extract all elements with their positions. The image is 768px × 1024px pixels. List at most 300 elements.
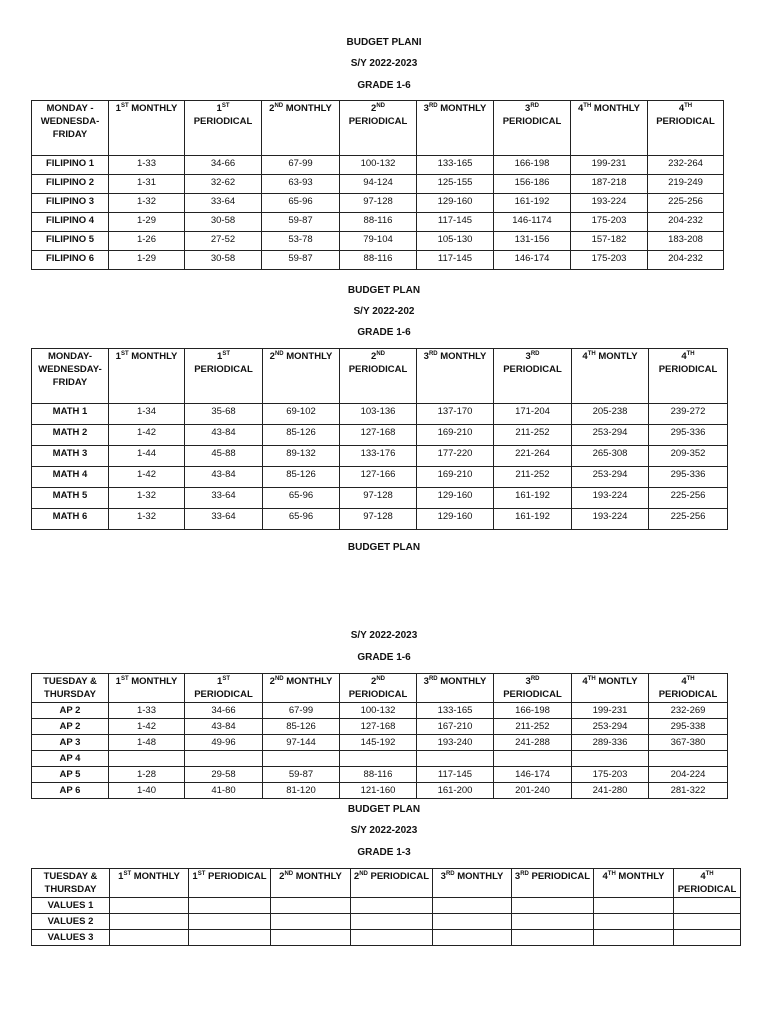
range-cell: 221-264	[494, 446, 572, 467]
column-header-number: 2	[371, 351, 377, 362]
column-header	[185, 101, 262, 156]
range-cell: 1-33	[109, 156, 185, 175]
range-cell: 117-145	[417, 213, 494, 232]
range-cell: 127-166	[340, 467, 417, 488]
table-row	[32, 194, 724, 213]
table-row	[32, 898, 741, 914]
column-header-label: PERIODICAL	[503, 364, 562, 375]
column-header-number: 3	[423, 676, 429, 687]
column-header	[494, 349, 572, 404]
column-header-label: PERIODICAL	[348, 364, 408, 375]
range-cell: 156-186	[494, 175, 571, 194]
range-cell: 69-102	[263, 404, 340, 425]
column-header-label: PERIODICAL	[528, 871, 591, 882]
subject-cell: MATH 1	[32, 404, 109, 425]
range-cell: 161-192	[494, 488, 572, 509]
range-cell: 225-256	[649, 488, 728, 509]
range-cell: 49-96	[185, 735, 263, 751]
range-cell	[572, 751, 649, 767]
column-header-label: PERIODICAL	[348, 116, 408, 127]
range-cell: 1-29	[109, 251, 185, 270]
range-cell: 97-128	[340, 509, 417, 530]
range-cell: 1-40	[109, 783, 185, 799]
range-cell: 166-198	[494, 156, 571, 175]
column-header-number: 4	[681, 351, 687, 362]
range-cell: 53-78	[262, 232, 340, 251]
range-cell	[340, 751, 417, 767]
table-row	[32, 175, 724, 194]
range-cell	[109, 751, 185, 767]
column-header-ordinal: ST	[222, 675, 230, 682]
column-header-number: 4	[678, 103, 685, 114]
column-header-number: 2	[353, 871, 360, 882]
range-cell: 67-99	[263, 703, 340, 719]
range-cell	[271, 898, 351, 914]
column-header-label: MONTHLY	[128, 103, 178, 114]
column-header	[417, 674, 494, 703]
column-header-label: MONTLY	[595, 676, 638, 687]
column-header-number: 1	[217, 676, 223, 687]
range-cell	[263, 751, 340, 767]
table-row	[32, 783, 728, 799]
range-cell: 1-31	[109, 175, 185, 194]
column-header-number: 3	[440, 871, 446, 882]
column-header-number: 4	[700, 871, 706, 882]
column-header	[571, 101, 648, 156]
column-header-number: 2	[371, 103, 377, 114]
range-cell: 169-210	[417, 467, 494, 488]
column-header	[512, 869, 594, 898]
column-header	[417, 101, 494, 156]
column-header-number: 3	[525, 103, 531, 114]
column-header	[263, 674, 340, 703]
range-cell: 169-210	[417, 425, 494, 446]
column-header-label: PERIODICAL	[658, 364, 718, 375]
range-cell: 133-165	[417, 703, 494, 719]
range-cell: 295-336	[649, 467, 728, 488]
range-cell: 117-145	[417, 251, 494, 270]
range-cell: 45-88	[185, 446, 263, 467]
range-cell: 239-272	[649, 404, 728, 425]
range-cell	[512, 914, 594, 930]
column-header-ordinal: ST	[123, 870, 132, 877]
range-cell	[351, 914, 433, 930]
range-cell: 103-136	[340, 404, 417, 425]
range-cell	[110, 930, 189, 946]
column-header	[351, 869, 433, 898]
range-cell: 79-104	[340, 232, 417, 251]
column-header-number: 4	[577, 103, 584, 114]
column-header-number: 3	[423, 103, 429, 114]
column-header	[185, 674, 263, 703]
column-header-ordinal: TH	[587, 675, 596, 682]
column-header-number: 2	[371, 676, 377, 687]
range-cell: 89-132	[263, 446, 340, 467]
column-header-label: MONTLY	[595, 351, 638, 362]
column-header	[649, 674, 728, 703]
range-cell: 100-132	[340, 156, 417, 175]
range-cell: 127-168	[340, 425, 417, 446]
range-cell	[674, 914, 741, 930]
range-cell	[512, 898, 594, 914]
range-cell: 30-58	[185, 213, 262, 232]
range-cell: 1-32	[109, 194, 185, 213]
column-header-number: 2	[279, 871, 285, 882]
column-header-number: 2	[269, 351, 275, 362]
column-header-label: MONTHLY	[283, 351, 333, 362]
range-cell: 63-93	[262, 175, 340, 194]
subject-cell: MATH 3	[32, 446, 109, 467]
column-header	[674, 869, 741, 898]
column-header	[109, 674, 185, 703]
range-cell	[351, 898, 433, 914]
subject-cell: VALUES 2	[32, 914, 110, 930]
range-cell: 65-96	[263, 509, 340, 530]
range-cell: 33-64	[185, 488, 263, 509]
range-cell: 117-145	[417, 767, 494, 783]
range-cell: 193-224	[572, 488, 649, 509]
range-cell: 175-203	[571, 213, 648, 232]
subject-cell: AP 5	[32, 767, 109, 783]
column-header-ordinal: TH	[684, 102, 693, 109]
column-header-number: TUESDAY & THURSDAY	[43, 676, 97, 700]
range-cell: 204-224	[649, 767, 728, 783]
range-cell: 30-58	[185, 251, 262, 270]
column-header	[494, 674, 572, 703]
column-header-ordinal: RD	[428, 675, 438, 682]
column-header-label: PERIODICAL	[193, 116, 253, 127]
range-cell	[185, 751, 263, 767]
column-header-label: PERIODICAL	[677, 884, 737, 895]
range-cell: 219-249	[648, 175, 724, 194]
range-cell: 253-294	[572, 719, 649, 735]
subject-cell: FILIPINO 3	[32, 194, 109, 213]
range-cell: 199-231	[572, 703, 649, 719]
section4-school-year: S/Y 2022-2023	[350, 825, 418, 836]
column-header	[572, 349, 649, 404]
table-row	[32, 232, 724, 251]
column-header-number: MONDAY-WEDNESDAY-FRIDAY	[38, 351, 102, 388]
column-header-ordinal: RD	[445, 870, 455, 877]
range-cell: 85-126	[263, 467, 340, 488]
column-header-number: 4	[602, 871, 608, 882]
range-cell: 1-34	[109, 404, 185, 425]
column-header-ordinal: RD	[428, 350, 438, 357]
range-cell: 129-160	[417, 509, 494, 530]
subject-cell: FILIPINO 4	[32, 213, 109, 232]
column-header-number: 3	[525, 676, 531, 687]
column-header	[271, 869, 351, 898]
range-cell: 1-42	[109, 425, 185, 446]
column-header-number: 1	[192, 871, 198, 882]
subject-cell: MATH 2	[32, 425, 109, 446]
column-header-ordinal: ND	[274, 675, 284, 682]
column-header-ordinal: TH	[686, 675, 695, 682]
column-header-label: PERIODICAL	[194, 689, 253, 700]
range-cell	[649, 751, 728, 767]
table-row	[32, 488, 728, 509]
column-header-number: 4	[582, 676, 588, 687]
table-row	[32, 914, 741, 930]
column-header-number: TUESDAY & THURSDAY	[43, 871, 98, 895]
table-row	[32, 751, 728, 767]
subject-cell: FILIPINO 1	[32, 156, 109, 175]
range-cell: 88-116	[340, 213, 417, 232]
range-cell: 85-126	[263, 719, 340, 735]
values-budget-table	[31, 868, 741, 946]
column-header-ordinal: TH	[705, 870, 714, 877]
range-cell: 204-232	[648, 213, 724, 232]
column-header-label: MONTHLY	[283, 103, 332, 114]
section3-title: BUDGET PLAN	[347, 542, 421, 553]
range-cell: 171-204	[494, 404, 572, 425]
column-header-number: 4	[582, 351, 588, 362]
range-cell: 129-160	[417, 194, 494, 213]
range-cell	[189, 914, 271, 930]
column-header	[648, 101, 724, 156]
range-cell	[594, 914, 674, 930]
range-cell: 65-96	[263, 488, 340, 509]
range-cell	[271, 914, 351, 930]
column-header-number: 3	[514, 871, 521, 882]
column-header-label: MONTHLY	[437, 103, 487, 114]
column-header-label: MONTHLY	[128, 351, 178, 362]
column-header-label: MONTHLY	[131, 871, 180, 882]
table-row	[32, 213, 724, 232]
range-cell: 34-66	[185, 156, 262, 175]
range-cell: 161-192	[494, 509, 572, 530]
range-cell: 34-66	[185, 703, 263, 719]
range-cell	[189, 930, 271, 946]
column-header	[189, 869, 271, 898]
range-cell: 175-203	[572, 767, 649, 783]
range-cell: 204-232	[648, 251, 724, 270]
range-cell: 211-252	[494, 467, 572, 488]
range-cell: 166-198	[494, 703, 572, 719]
column-header-number: MONDAY - WEDNESDA-FRIDAY	[40, 103, 100, 140]
header-row	[32, 101, 724, 156]
subject-cell: MATH 6	[32, 509, 109, 530]
column-header-number: 4	[681, 676, 687, 687]
range-cell: 161-192	[494, 194, 571, 213]
column-header-ordinal: ST	[120, 102, 129, 109]
table-row	[32, 735, 728, 751]
range-cell: 41-80	[185, 783, 263, 799]
subject-cell: FILIPINO 6	[32, 251, 109, 270]
column-header-ordinal: RD	[530, 675, 540, 682]
column-header-number: 3	[525, 351, 531, 362]
column-header	[594, 869, 674, 898]
column-header-number: 3	[423, 351, 429, 362]
column-header-ordinal: RD	[530, 102, 539, 109]
table-row	[32, 446, 728, 467]
range-cell: 127-168	[340, 719, 417, 735]
range-cell: 193-240	[417, 735, 494, 751]
column-header-ordinal: ND	[376, 675, 385, 682]
range-cell: 241-280	[572, 783, 649, 799]
range-cell: 88-116	[340, 767, 417, 783]
table-row	[32, 156, 724, 175]
subject-cell: AP 4	[32, 751, 109, 767]
subject-cell: MATH 4	[32, 467, 109, 488]
range-cell: 146-174	[494, 251, 571, 270]
range-cell: 59-87	[262, 251, 340, 270]
column-header-label: MONTHLY	[591, 103, 641, 114]
range-cell	[512, 930, 594, 946]
range-cell: 205-238	[572, 404, 649, 425]
range-cell: 29-58	[185, 767, 263, 783]
column-header-ordinal: ND	[376, 102, 385, 109]
range-cell: 100-132	[340, 703, 417, 719]
column-header-number: 1	[115, 103, 121, 114]
range-cell: 289-336	[572, 735, 649, 751]
range-cell: 1-32	[109, 488, 185, 509]
section2-title: BUDGET PLAN	[347, 285, 421, 296]
range-cell: 125-155	[417, 175, 494, 194]
range-cell: 177-220	[417, 446, 494, 467]
range-cell	[494, 751, 572, 767]
column-header-ordinal: ST	[197, 870, 206, 877]
subject-cell: VALUES 3	[32, 930, 110, 946]
math-budget-table	[31, 348, 728, 530]
range-cell: 232-269	[649, 703, 728, 719]
column-header-label: MONTHLY	[128, 676, 178, 687]
table-row	[32, 930, 741, 946]
range-cell: 175-203	[571, 251, 648, 270]
column-header	[32, 869, 110, 898]
range-cell: 1-33	[109, 703, 185, 719]
range-cell: 281-322	[649, 783, 728, 799]
range-cell: 131-156	[494, 232, 571, 251]
table-row	[32, 767, 728, 783]
column-header-ordinal: ST	[221, 102, 230, 109]
column-header-ordinal: TH	[686, 350, 695, 357]
range-cell: 1-32	[109, 509, 185, 530]
section1-grade: GRADE 1-6	[357, 80, 411, 91]
range-cell: 295-336	[649, 425, 728, 446]
subject-cell: AP 2	[32, 719, 109, 735]
column-header-number: 1	[115, 351, 121, 362]
table-row	[32, 425, 728, 446]
range-cell: 59-87	[263, 767, 340, 783]
column-header-label: PERIODICAL	[367, 871, 430, 882]
range-cell: 1-29	[109, 213, 185, 232]
range-cell: 211-252	[494, 425, 572, 446]
column-header	[32, 674, 109, 703]
section2-grade: GRADE 1-6	[357, 327, 411, 338]
header-row	[32, 349, 728, 404]
range-cell: 67-99	[262, 156, 340, 175]
column-header-ordinal: ND	[284, 870, 294, 877]
column-header-ordinal: ND	[274, 102, 284, 109]
range-cell: 1-48	[109, 735, 185, 751]
range-cell	[594, 930, 674, 946]
column-header-number: 2	[269, 103, 275, 114]
column-header-label: PERIODICAL	[658, 689, 718, 700]
range-cell: 199-231	[571, 156, 648, 175]
subject-cell: VALUES 1	[32, 898, 110, 914]
range-cell	[189, 898, 271, 914]
column-header	[572, 674, 649, 703]
range-cell	[271, 930, 351, 946]
range-cell	[417, 751, 494, 767]
subject-cell: AP 2	[32, 703, 109, 719]
column-header-ordinal: RD	[530, 350, 540, 357]
range-cell: 85-126	[263, 425, 340, 446]
column-header-ordinal: ND	[274, 350, 284, 357]
range-cell	[674, 898, 741, 914]
section3-school-year: S/Y 2022-2023	[350, 630, 418, 641]
range-cell: 241-288	[494, 735, 572, 751]
range-cell: 133-176	[340, 446, 417, 467]
range-cell: 225-256	[649, 509, 728, 530]
range-cell: 97-128	[340, 488, 417, 509]
column-header	[494, 101, 571, 156]
range-cell: 137-170	[417, 404, 494, 425]
range-cell	[110, 898, 189, 914]
range-cell	[674, 930, 741, 946]
section3-grade: GRADE 1-6	[357, 652, 411, 663]
range-cell: 157-182	[571, 232, 648, 251]
range-cell	[433, 914, 512, 930]
range-cell: 59-87	[262, 213, 340, 232]
range-cell: 1-42	[109, 719, 185, 735]
range-cell: 88-116	[340, 251, 417, 270]
column-header-label: MONTHLY	[437, 351, 487, 362]
column-header-label: MONTHLY	[454, 871, 504, 882]
section4-grade: GRADE 1-3	[357, 847, 411, 858]
column-header	[417, 349, 494, 404]
column-header-label: MONTHLY	[283, 676, 333, 687]
range-cell: 35-68	[185, 404, 263, 425]
range-cell: 367-380	[649, 735, 728, 751]
subject-cell: MATH 5	[32, 488, 109, 509]
range-cell: 97-144	[263, 735, 340, 751]
column-header-ordinal: ST	[120, 675, 129, 682]
range-cell: 232-264	[648, 156, 724, 175]
range-cell: 201-240	[494, 783, 572, 799]
range-cell: 145-192	[340, 735, 417, 751]
range-cell: 193-224	[571, 194, 648, 213]
filipino-budget-table	[31, 100, 724, 270]
column-header-label: MONTHLY	[437, 676, 487, 687]
range-cell: 211-252	[494, 719, 572, 735]
range-cell: 295-338	[649, 719, 728, 735]
subject-cell: AP 3	[32, 735, 109, 751]
subject-cell: FILIPINO 2	[32, 175, 109, 194]
range-cell	[594, 898, 674, 914]
range-cell: 33-64	[185, 509, 263, 530]
range-cell: 193-224	[572, 509, 649, 530]
range-cell: 253-294	[572, 425, 649, 446]
section2-school-year: S/Y 2022-202	[353, 306, 415, 317]
range-cell: 1-44	[109, 446, 185, 467]
column-header-number: 2	[269, 676, 275, 687]
range-cell: 133-165	[417, 156, 494, 175]
range-cell: 209-352	[649, 446, 728, 467]
column-header-ordinal: RD	[520, 870, 529, 877]
range-cell: 225-256	[648, 194, 724, 213]
range-cell: 43-84	[185, 467, 263, 488]
subject-cell: FILIPINO 5	[32, 232, 109, 251]
column-header	[32, 101, 109, 156]
range-cell: 183-208	[648, 232, 724, 251]
range-cell: 43-84	[185, 719, 263, 735]
column-header-ordinal: TH	[587, 350, 596, 357]
header-row	[32, 869, 741, 898]
column-header-ordinal: RD	[428, 102, 438, 109]
range-cell: 1-26	[109, 232, 185, 251]
